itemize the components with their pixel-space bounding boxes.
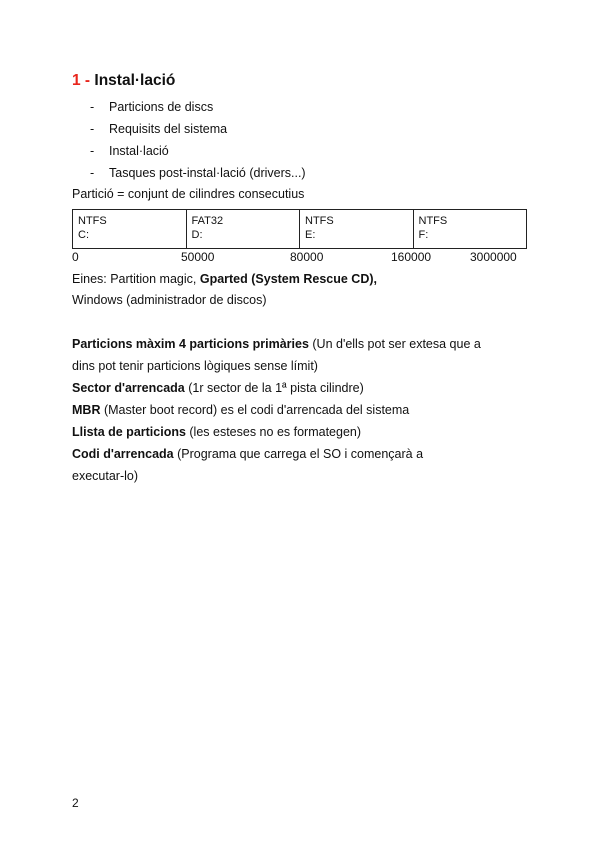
list-item: - Requisits del sistema (90, 122, 228, 136)
bullet-marker: - (90, 100, 95, 114)
partition-table (72, 209, 527, 249)
partition-cell: NTFS E: (300, 210, 414, 249)
partition-cell: NTFS C: (73, 210, 187, 249)
tools-line: Windows (administrador de discos) (72, 293, 267, 307)
list-item: - Tasques post-instal·lació (drivers...) (90, 166, 306, 180)
bullet-marker: - (90, 166, 95, 180)
note-line: Particions màxim 4 particions primàries (Un d'ells pot ser extesa que a (72, 337, 481, 351)
note-line: Llista de particions (les esteses no es formategen) (72, 425, 362, 439)
bullet-marker: - (90, 144, 95, 158)
section-title: Instal·lació (94, 72, 176, 89)
note-line: dins pot tenir particions lògiques sense límit) (72, 359, 318, 373)
topic-list (90, 98, 306, 186)
note-line: Sector d'arrencada (1r sector de la 1ª pista cilindre) (72, 381, 364, 395)
scale-label: 160000 (391, 250, 432, 264)
list-item: - Particions de discs (90, 100, 214, 114)
partition-cell: FAT32 D: (186, 210, 300, 249)
partition-definition: Partició = conjunt de cilindres consecutius (72, 187, 305, 201)
note-line: executar-lo) (72, 469, 138, 483)
scale-label: 3000000 (470, 250, 517, 264)
scale-label: 50000 (181, 250, 215, 264)
scale-label: 80000 (290, 250, 324, 264)
partition-cell: NTFS F: (413, 210, 527, 249)
note-line: Codi d'arrencada (Programa que carrega el SO i començarà a (72, 447, 424, 461)
page-number: 2 (72, 796, 79, 810)
note-line: MBR (Master boot record) es el codi d'arrencada del sistema (72, 403, 410, 417)
section-number: 1 - (72, 72, 91, 89)
list-item: - Instal·lació (90, 144, 169, 158)
bullet-marker: - (90, 122, 95, 136)
section-heading (72, 72, 175, 90)
tools-line: Eines: Partition magic, Gparted (System Rescue CD), (72, 272, 377, 286)
scale-label: 0 (72, 250, 79, 264)
